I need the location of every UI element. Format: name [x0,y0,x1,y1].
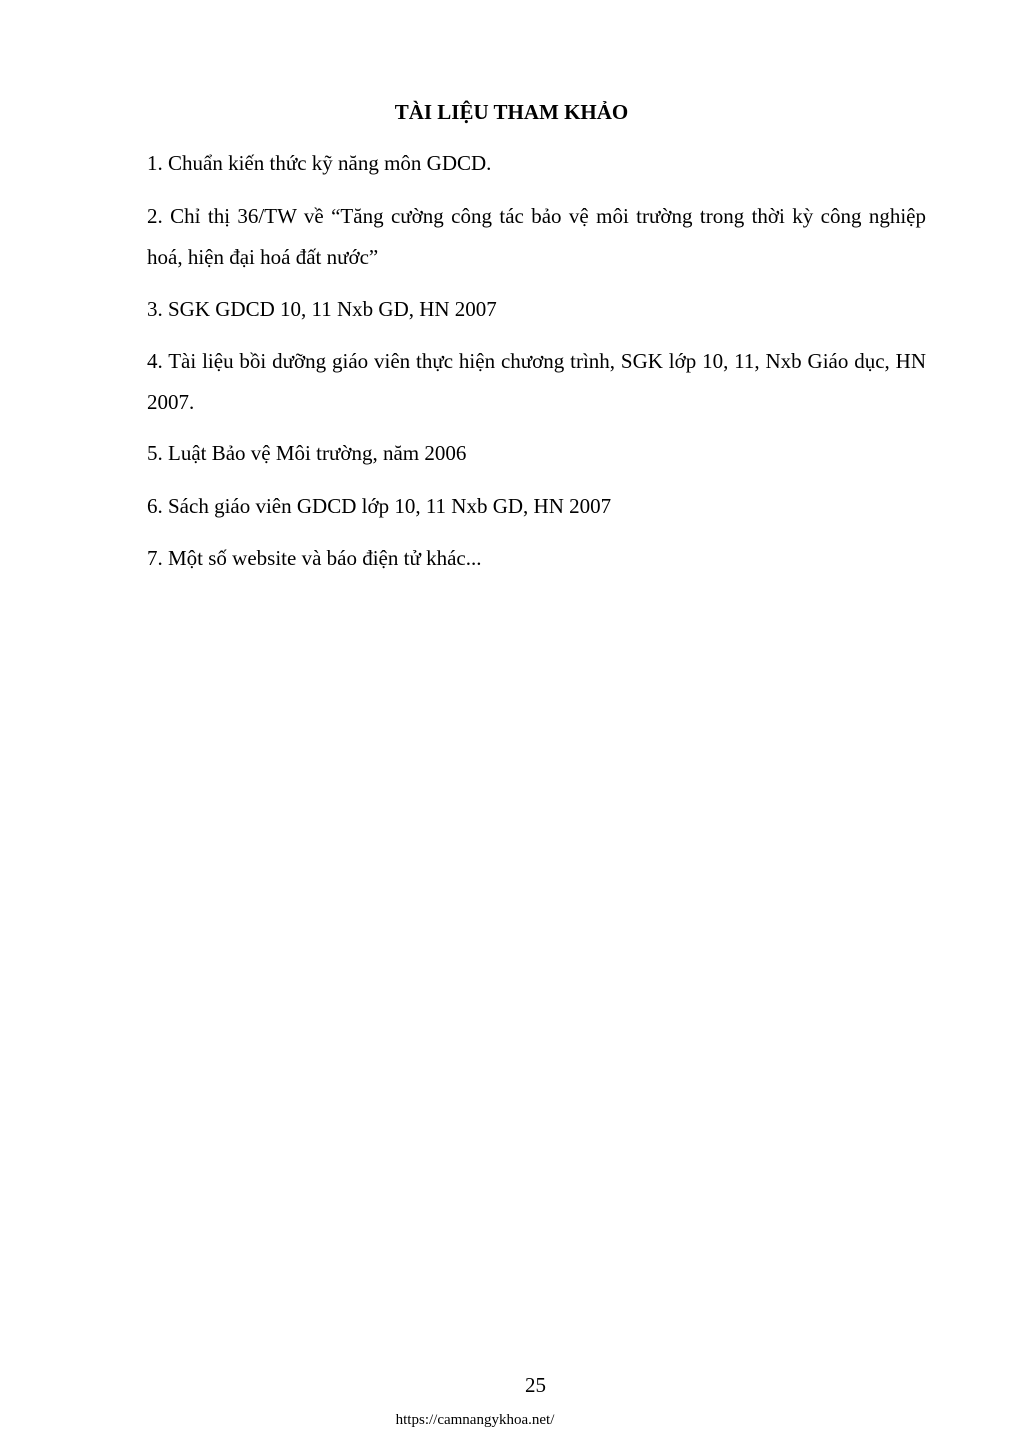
reference-item-2: 2. Chỉ thị 36/TW về “Tăng cường công tác bảo vệ môi trường trong thời kỳ công nghiệp hoá, hiện đại hoá đất nước” [147,204,926,269]
reference-item-6: 6. Sách giáo viên GDCD lớp 10, 11 Nxb GD, HN 2007 [147,494,612,518]
reference-item-3: 3. SGK GDCD 10, 11 Nxb GD, HN 2007 [147,297,497,321]
footer-url: https://camnangykhoa.net/ [395,1412,555,1428]
page-title: TÀI LIỆU THAM KHẢO [394,100,629,124]
page-number: 25 [525,1373,546,1397]
reference-item-1: 1. Chuẩn kiến thức kỹ năng môn GDCD. [147,151,492,175]
reference-item-4: 4. Tài liệu bồi dưỡng giáo viên thực hiện chương trình, SGK lớp 10, 11, Nxb Giáo dục, HN 2007. [147,349,926,414]
reference-item-7: 7. Một số website và báo điện tử khác... [147,546,482,570]
reference-item-5: 5. Luật Bảo vệ Môi trường, năm 2006 [147,441,467,465]
